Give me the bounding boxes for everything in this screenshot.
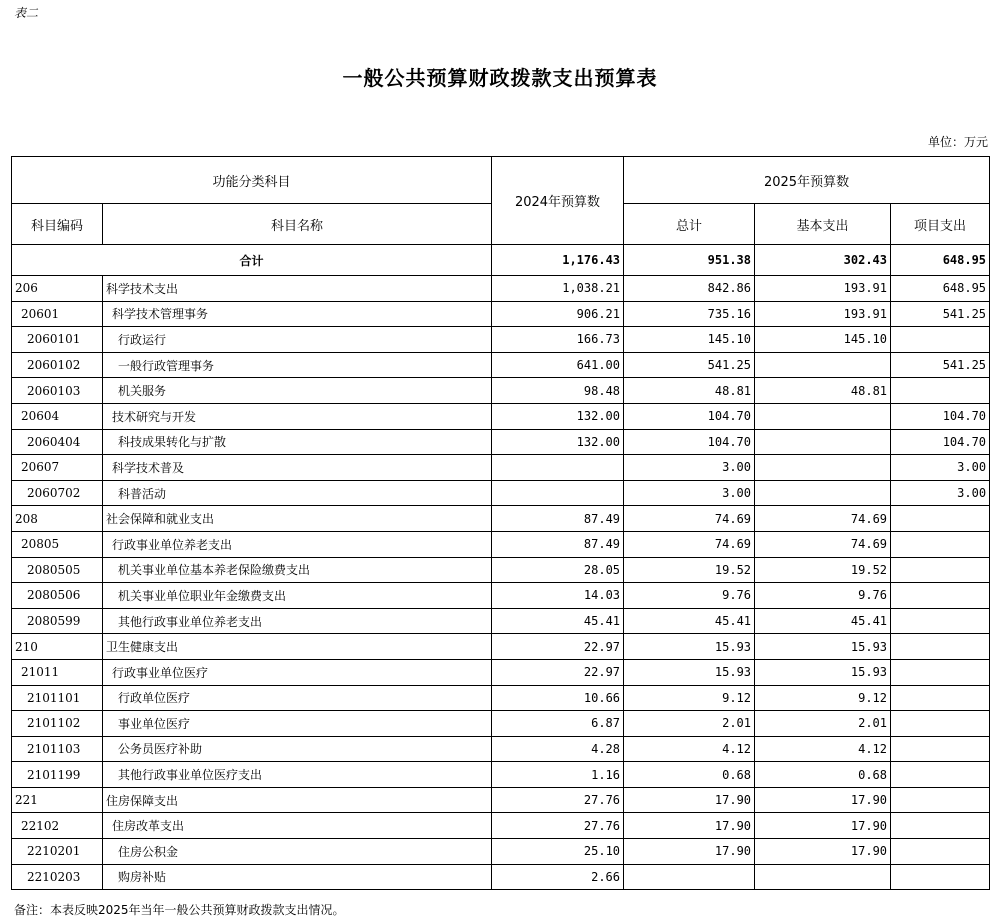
cell-name: 技术研究与开发: [103, 403, 492, 429]
page-title: 一般公共预算财政拨款支出预算表: [342, 66, 658, 90]
cell-2025-project: [891, 685, 990, 711]
cell-code: 20601: [12, 301, 103, 327]
cell-2025-project: [891, 711, 990, 737]
cell-2025-basic: 17.90: [755, 787, 891, 813]
cell-name: 其他行政事业单位医疗支出: [103, 762, 492, 788]
cell-code: 210: [12, 634, 103, 660]
table-row: [12, 403, 990, 429]
cell-2024: 27.76: [492, 813, 624, 839]
cell-code: 2060102: [12, 352, 103, 378]
cell-2024: 641.00: [492, 352, 624, 378]
cell-code: 2210203: [12, 864, 103, 890]
total-2025-basic: 302.43: [755, 245, 891, 276]
cell-2025-project: [891, 583, 990, 609]
cell-2025-total: 17.90: [624, 839, 755, 865]
table-row: [12, 455, 990, 481]
cell-code: 2060702: [12, 480, 103, 506]
table-row: [12, 480, 990, 506]
cell-2024: 45.41: [492, 608, 624, 634]
cell-2025-total: 9.76: [624, 583, 755, 609]
table-row: [12, 813, 990, 839]
cell-2024: 6.87: [492, 711, 624, 737]
cell-2024: 25.10: [492, 839, 624, 865]
cell-2025-total: 0.68: [624, 762, 755, 788]
cell-2025-project: 104.70: [891, 403, 990, 429]
cell-2025-basic: [755, 429, 891, 455]
cell-2025-project: 541.25: [891, 301, 990, 327]
cell-name: 科学技术支出: [103, 276, 492, 302]
cell-2025-total: 15.93: [624, 634, 755, 660]
cell-name: 机关事业单位基本养老保险缴费支出: [103, 557, 492, 583]
cell-2025-total: [624, 864, 755, 890]
cell-2024: 10.66: [492, 685, 624, 711]
cell-2025-project: [891, 736, 990, 762]
header-function-category: 功能分类科目: [12, 157, 492, 204]
header-budget-2025: 2025年预算数: [624, 157, 990, 204]
cell-2025-project: 541.25: [891, 352, 990, 378]
table-row: [12, 839, 990, 865]
cell-2024: 2.66: [492, 864, 624, 890]
cell-2025-total: 842.86: [624, 276, 755, 302]
cell-2024: 87.49: [492, 506, 624, 532]
cell-2024: 166.73: [492, 327, 624, 353]
cell-2025-basic: 15.93: [755, 634, 891, 660]
cell-2025-total: 9.12: [624, 685, 755, 711]
table-row: [12, 429, 990, 455]
header-row-1: [12, 157, 990, 204]
header-code: 科目编码: [12, 204, 103, 245]
cell-2025-total: 104.70: [624, 403, 755, 429]
cell-code: 2060404: [12, 429, 103, 455]
header-name: 科目名称: [103, 204, 492, 245]
header-project: 项目支出: [891, 204, 990, 245]
cell-name: 行政单位医疗: [103, 685, 492, 711]
cell-2025-total: 74.69: [624, 531, 755, 557]
cell-2025-basic: [755, 864, 891, 890]
total-2025-project: 648.95: [891, 245, 990, 276]
cell-2024: 14.03: [492, 583, 624, 609]
cell-2025-project: [891, 506, 990, 532]
table-row: [12, 787, 990, 813]
table-row: [12, 685, 990, 711]
cell-2025-basic: 17.90: [755, 813, 891, 839]
cell-2025-project: 648.95: [891, 276, 990, 302]
cell-2025-basic: [755, 455, 891, 481]
budget-table: [11, 156, 990, 890]
table-row: [12, 352, 990, 378]
cell-2025-basic: 19.52: [755, 557, 891, 583]
total-row: [12, 245, 990, 276]
table-row: [12, 557, 990, 583]
cell-2024: 98.48: [492, 378, 624, 404]
cell-2024: [492, 480, 624, 506]
cell-2025-basic: 193.91: [755, 301, 891, 327]
cell-name: 行政事业单位医疗: [103, 659, 492, 685]
cell-2024: 1.16: [492, 762, 624, 788]
cell-2025-basic: 4.12: [755, 736, 891, 762]
cell-code: 2101199: [12, 762, 103, 788]
cell-2025-basic: 45.41: [755, 608, 891, 634]
unit-label: 单位：万元: [927, 135, 988, 149]
table-row: [12, 736, 990, 762]
cell-code: 22102: [12, 813, 103, 839]
cell-2025-project: 3.00: [891, 480, 990, 506]
table-row: [12, 531, 990, 557]
cell-2024: 87.49: [492, 531, 624, 557]
cell-2025-total: 17.90: [624, 787, 755, 813]
cell-code: 21011: [12, 659, 103, 685]
cell-name: 行政事业单位养老支出: [103, 531, 492, 557]
cell-2025-project: [891, 839, 990, 865]
cell-2025-basic: 48.81: [755, 378, 891, 404]
table-row: [12, 583, 990, 609]
cell-2025-project: [891, 864, 990, 890]
total-2025-total: 951.38: [624, 245, 755, 276]
cell-name: 行政运行: [103, 327, 492, 353]
table-row: [12, 864, 990, 890]
cell-name: 购房补贴: [103, 864, 492, 890]
cell-code: 2101102: [12, 711, 103, 737]
cell-2025-total: 19.52: [624, 557, 755, 583]
cell-2024: 22.97: [492, 659, 624, 685]
table-row: [12, 276, 990, 302]
cell-name: 机关服务: [103, 378, 492, 404]
cell-name: 事业单位医疗: [103, 711, 492, 737]
cell-2024: 906.21: [492, 301, 624, 327]
cell-2025-total: 17.90: [624, 813, 755, 839]
cell-name: 科学技术管理事务: [103, 301, 492, 327]
cell-2025-project: [891, 327, 990, 353]
cell-code: 2101101: [12, 685, 103, 711]
table-row: [12, 762, 990, 788]
header-total: 总计: [624, 204, 755, 245]
cell-2025-basic: 17.90: [755, 839, 891, 865]
total-label: 合计: [12, 245, 492, 276]
cell-2025-project: 3.00: [891, 455, 990, 481]
cell-2025-total: 4.12: [624, 736, 755, 762]
cell-code: 206: [12, 276, 103, 302]
cell-code: 20805: [12, 531, 103, 557]
cell-code: 2060101: [12, 327, 103, 353]
cell-code: 20607: [12, 455, 103, 481]
cell-2025-basic: 15.93: [755, 659, 891, 685]
table-row: [12, 711, 990, 737]
cell-2025-total: 145.10: [624, 327, 755, 353]
cell-2025-total: 3.00: [624, 455, 755, 481]
cell-2025-basic: [755, 403, 891, 429]
cell-2025-project: [891, 557, 990, 583]
cell-2025-project: [891, 787, 990, 813]
cell-2024: [492, 455, 624, 481]
cell-2025-total: 2.01: [624, 711, 755, 737]
cell-2025-total: 735.16: [624, 301, 755, 327]
cell-name: 科学技术普及: [103, 455, 492, 481]
cell-2025-total: 74.69: [624, 506, 755, 532]
cell-code: 2060103: [12, 378, 103, 404]
table-row: [12, 327, 990, 353]
cell-2025-project: [891, 608, 990, 634]
cell-name: 住房改革支出: [103, 813, 492, 839]
table-number-label: 表二: [14, 6, 39, 20]
cell-code: 2080506: [12, 583, 103, 609]
cell-2025-total: 541.25: [624, 352, 755, 378]
cell-name: 公务员医疗补助: [103, 736, 492, 762]
cell-code: 2080599: [12, 608, 103, 634]
cell-name: 卫生健康支出: [103, 634, 492, 660]
cell-name: 社会保障和就业支出: [103, 506, 492, 532]
cell-2025-total: 104.70: [624, 429, 755, 455]
cell-2025-basic: 145.10: [755, 327, 891, 353]
cell-2025-project: [891, 659, 990, 685]
cell-name: 住房保障支出: [103, 787, 492, 813]
cell-2025-basic: 74.69: [755, 531, 891, 557]
cell-2025-basic: [755, 352, 891, 378]
cell-name: 一般行政管理事务: [103, 352, 492, 378]
cell-name: 科普活动: [103, 480, 492, 506]
cell-2024: 1,038.21: [492, 276, 624, 302]
cell-2025-basic: 9.76: [755, 583, 891, 609]
cell-2025-total: 48.81: [624, 378, 755, 404]
cell-2025-project: [891, 813, 990, 839]
cell-code: 2080505: [12, 557, 103, 583]
cell-2025-basic: [755, 480, 891, 506]
cell-2025-project: [891, 762, 990, 788]
cell-code: 20604: [12, 403, 103, 429]
cell-2025-total: 15.93: [624, 659, 755, 685]
table-row: [12, 378, 990, 404]
cell-2025-project: [891, 531, 990, 557]
cell-code: 221: [12, 787, 103, 813]
cell-code: 2101103: [12, 736, 103, 762]
cell-name: 其他行政事业单位养老支出: [103, 608, 492, 634]
cell-2024: 132.00: [492, 403, 624, 429]
table-row: [12, 659, 990, 685]
table-row: [12, 608, 990, 634]
cell-2025-basic: 9.12: [755, 685, 891, 711]
cell-2025-basic: 0.68: [755, 762, 891, 788]
cell-2024: 27.76: [492, 787, 624, 813]
cell-code: 208: [12, 506, 103, 532]
header-budget-2024: 2024年预算数: [492, 157, 624, 245]
cell-2024: 132.00: [492, 429, 624, 455]
cell-2025-basic: 193.91: [755, 276, 891, 302]
cell-2025-total: 45.41: [624, 608, 755, 634]
cell-2024: 22.97: [492, 634, 624, 660]
total-2024: 1,176.43: [492, 245, 624, 276]
cell-2025-basic: 2.01: [755, 711, 891, 737]
footnote: 备注：本表反映2025年当年一般公共预算财政拨款支出情况。: [14, 903, 345, 917]
cell-name: 机关事业单位职业年金缴费支出: [103, 583, 492, 609]
cell-2025-project: [891, 378, 990, 404]
table-row: [12, 634, 990, 660]
cell-2025-project: [891, 634, 990, 660]
cell-name: 住房公积金: [103, 839, 492, 865]
cell-2024: 28.05: [492, 557, 624, 583]
table-row: [12, 301, 990, 327]
cell-2025-project: 104.70: [891, 429, 990, 455]
table-body: [12, 245, 990, 890]
header-basic: 基本支出: [755, 204, 891, 245]
cell-2024: 4.28: [492, 736, 624, 762]
cell-2025-basic: 74.69: [755, 506, 891, 532]
table-row: [12, 506, 990, 532]
cell-2025-total: 3.00: [624, 480, 755, 506]
cell-name: 科技成果转化与扩散: [103, 429, 492, 455]
cell-code: 2210201: [12, 839, 103, 865]
